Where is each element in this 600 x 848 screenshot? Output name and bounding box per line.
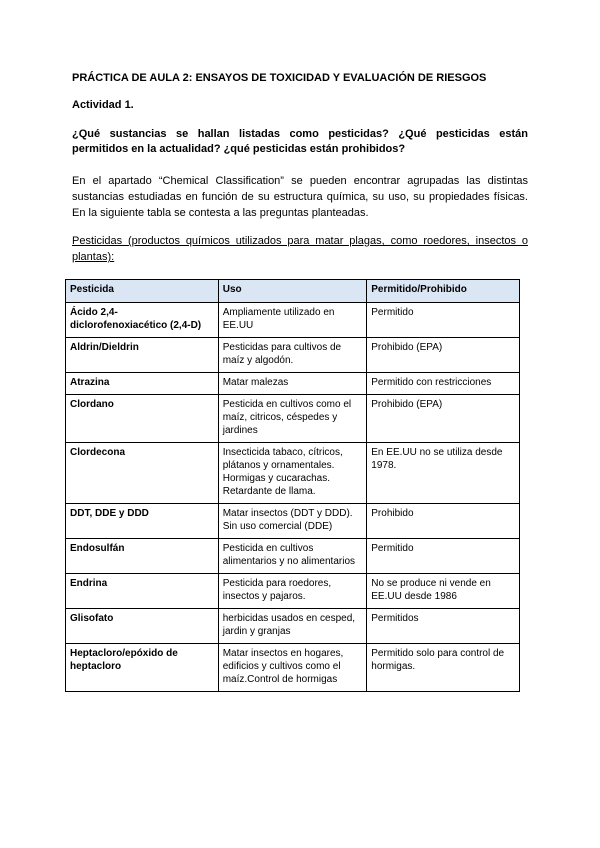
cell-pesticida: Aldrin/Dieldrin [66, 338, 219, 373]
table-row [66, 644, 520, 692]
cell-pesticida: Clordecona [66, 443, 219, 504]
cell-estado: No se produce ni vende en EE.UU desde 1986 [367, 574, 520, 609]
cell-pesticida: Ácido 2,4-diclorofenoxiacético (2,4-D) [66, 303, 219, 338]
table-row [66, 443, 520, 504]
cell-estado: Prohibido (EPA) [367, 338, 520, 373]
cell-pesticida: Glisofato [66, 609, 219, 644]
cell-uso: Ampliamente utilizado en EE.UU [218, 303, 367, 338]
cell-pesticida: Atrazina [66, 373, 219, 395]
cell-pesticida: Endosulfán [66, 539, 219, 574]
body-paragraph: En el apartado “Chemical Classification” se pueden encontrar agrupadas las distintas sustancias estudiadas en función de su estructura química, su uso, su propiedades físicas. En la siguiente tabla se contesta a las preguntas planteadas. [72, 175, 528, 219]
table-caption: Pesticidas (productos químicos utilizados para matar plagas, como roedores, insectos o plantas): [72, 235, 528, 263]
cell-uso: Pesticida en cultivos como el maíz, citricos, céspedes y jardines [218, 395, 367, 443]
cell-estado: Prohibido [367, 504, 520, 539]
pesticides-table [65, 279, 520, 692]
table-row [66, 395, 520, 443]
table-row [66, 574, 520, 609]
header-uso: Uso [218, 280, 367, 303]
document-title: PRÁCTICA DE AULA 2: ENSAYOS DE TOXICIDAD Y EVALUACIÓN DE RIESGOS [72, 72, 487, 84]
cell-uso: Insecticida tabaco, cítricos, plátanos y ornamentales. Hormigas y cucarachas. Retardante de llama. [218, 443, 367, 504]
question-text: ¿Qué sustancias se hallan listadas como pesticidas? ¿Qué pesticidas están permitidos en la actualidad? ¿qué pesticidas están prohibidos? [72, 128, 528, 155]
cell-estado: En EE.UU no se utiliza desde 1978. [367, 443, 520, 504]
cell-pesticida: Endrina [66, 574, 219, 609]
cell-estado: Permitidos [367, 609, 520, 644]
table-row [66, 539, 520, 574]
cell-pesticida: Clordano [66, 395, 219, 443]
cell-uso: Matar insectos (DDT y DDD). Sin uso comercial (DDE) [218, 504, 367, 539]
table-row [66, 609, 520, 644]
table-row [66, 504, 520, 539]
cell-uso: Pesticida en cultivos alimentarios y no alimentarios [218, 539, 367, 574]
cell-uso: Pesticidas para cultivos de maíz y algodón. [218, 338, 367, 373]
activity-heading: Actividad 1. [72, 99, 134, 111]
table-row [66, 338, 520, 373]
cell-estado: Permitido solo para control de hormigas. [367, 644, 520, 692]
cell-uso: Matar insectos en hogares, edificios y cultivos como el maíz.Control de hormigas [218, 644, 367, 692]
table-row [66, 303, 520, 338]
cell-pesticida: DDT, DDE y DDD [66, 504, 219, 539]
cell-estado: Prohibido (EPA) [367, 395, 520, 443]
cell-uso: Matar malezas [218, 373, 367, 395]
table-header-row [66, 280, 520, 303]
cell-uso: herbicidas usados en cesped, jardin y granjas [218, 609, 367, 644]
header-estado: Permitido/Prohibido [367, 280, 520, 303]
cell-pesticida: Heptacloro/epóxido de heptacloro [66, 644, 219, 692]
cell-estado: Permitido [367, 303, 520, 338]
cell-uso: Pesticida para roedores, insectos y pajaros. [218, 574, 367, 609]
cell-estado: Permitido con restricciones [367, 373, 520, 395]
cell-estado: Permitido [367, 539, 520, 574]
header-pesticida: Pesticida [66, 280, 219, 303]
table-row [66, 373, 520, 395]
